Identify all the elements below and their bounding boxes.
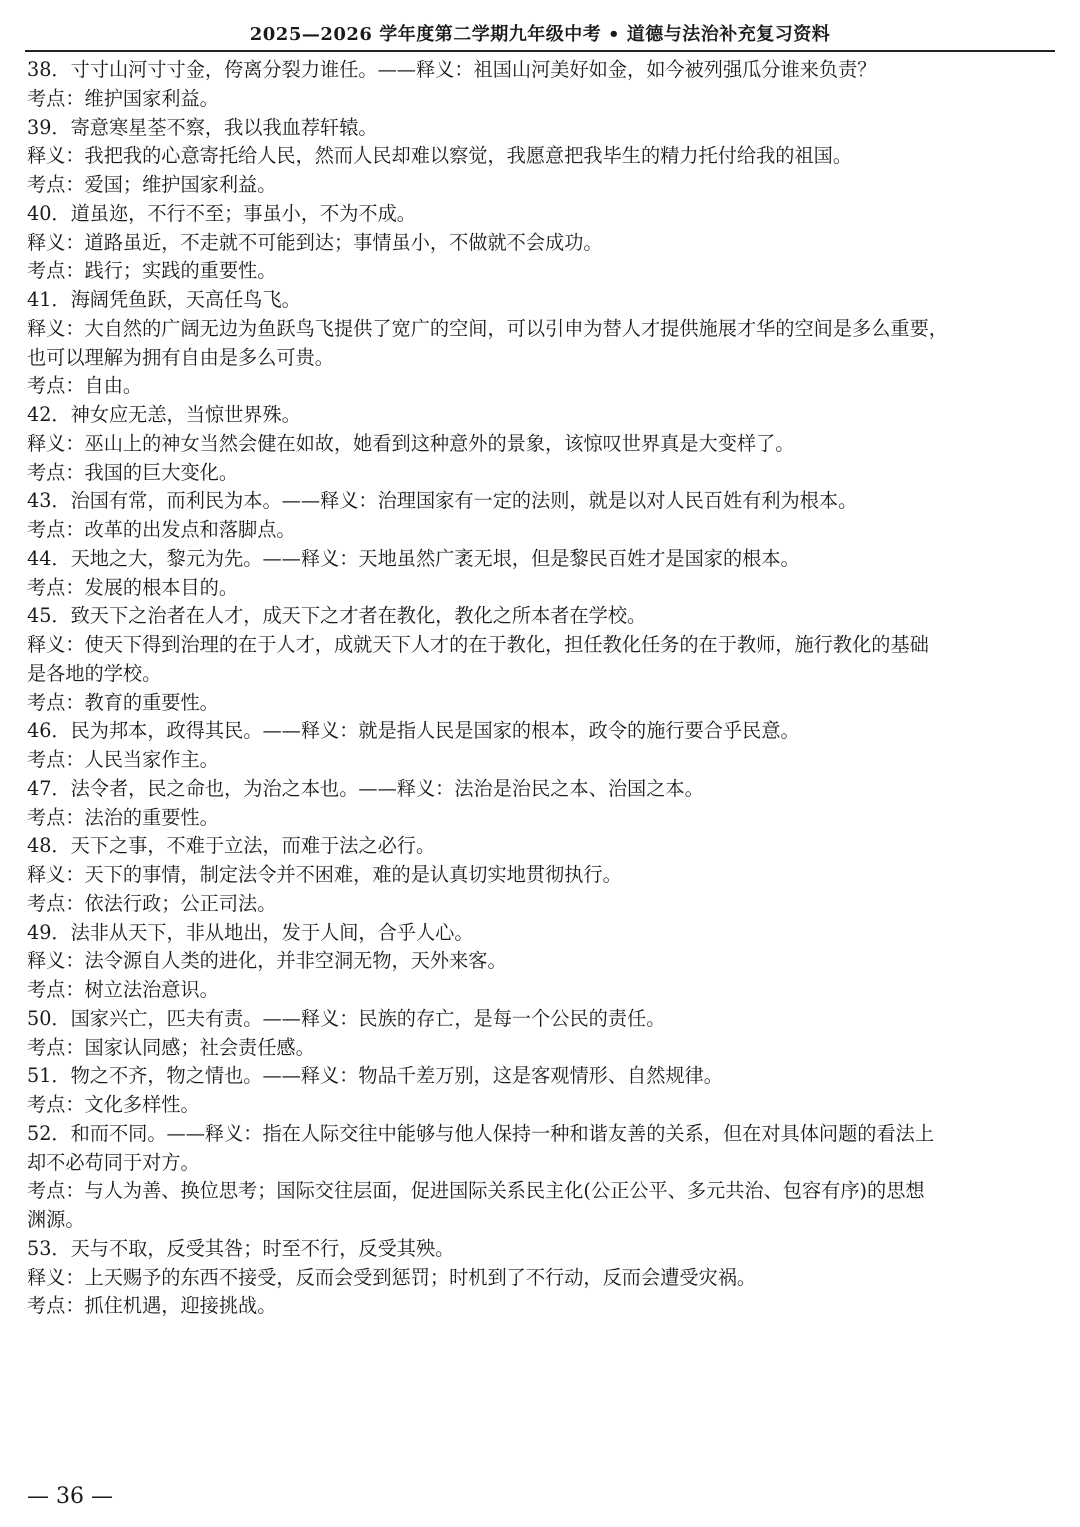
text-line: 考点：教育的重要性。 xyxy=(27,690,219,714)
text-line: 考点：践行；实践的重要性。 xyxy=(27,259,277,283)
text-line: 44．天地之大，黎元为先。——释义：天地虽然广袤无垠，但是黎民百姓才是国家的根本。 xyxy=(27,546,800,570)
text-line: 考点：抓住机遇，迎接挑战。 xyxy=(27,1294,277,1318)
text-line: 释义：使天下得到治理的在于人才，成就天下人才的在于教化，担任教化任务的在于教师，施行教化的基础 xyxy=(27,633,929,656)
text-line: 考点：我国的巨大变化。 xyxy=(27,460,239,484)
text-line: 考点：自由。 xyxy=(27,374,143,398)
text-line: 38．寸寸山河寸寸金，侉离分裂力谁任。——释义：祖国山河美好如金，如今被列强瓜分谁来负责？ xyxy=(27,58,877,81)
text-line: 53．天与不取，反受其咎；时至不行，反受其殃。 xyxy=(27,1236,455,1260)
text-line: 50．国家兴亡，匹夫有责。——释义：民族的存亡，是每一个公民的责任。 xyxy=(27,1006,666,1030)
text-line: 考点：人民当家作主。 xyxy=(27,748,219,771)
text-line: 释义：我把我的心意寄托给人民，然而人民却难以察觉，我愿意把我毕生的精力托付给我的祖国。 xyxy=(27,144,853,168)
text-line: 释义：法令源自人类的进化，并非空洞无物，天外来客。 xyxy=(27,949,507,973)
page-header-title: 2025—2026 学年度第二学期九年级中考 • 道德与法治补充复习资料 xyxy=(249,24,831,45)
text-line: 49．法非从天下，非从地出，发于人间，合乎人心。 xyxy=(27,920,474,944)
page-number: — 36 — xyxy=(27,1484,113,1509)
text-line: 也可以理解为拥有自由是多么可贵。 xyxy=(27,345,334,369)
text-line: 51．物之不齐，物之情也。——释义：物品千差万别，这是客观情形、自然规律。 xyxy=(27,1064,723,1088)
text-line: 42．神女应无恙，当惊世界殊。 xyxy=(27,403,301,426)
text-line: 释义：道路虽近，不走就不可能到达；事情虽小，不做就不会成功。 xyxy=(27,230,603,254)
text-line: 考点：法治的重要性。 xyxy=(27,805,219,829)
text-line: 46．民为邦本，政得其民。——释义：就是指人民是国家的根本，政令的施行要合乎民意。 xyxy=(27,719,800,743)
text-line: 是各地的学校。 xyxy=(27,661,162,685)
text-line: 释义：天下的事情，制定法令并不困难，难的是认真切实地贯彻执行。 xyxy=(27,863,622,886)
text-line: 43．治国有常，而利民为本。——释义：治理国家有一定的法则，就是以对人民百姓有利为根本。 xyxy=(27,489,858,513)
text-line: 45．致天下之治者在人才，成天下之才者在教化，教化之所本者在学校。 xyxy=(27,604,647,628)
text-line: 考点：树立法治意识。 xyxy=(27,978,219,1001)
text-line: 考点：发展的根本目的。 xyxy=(27,575,239,599)
text-line: 释义：巫山上的神女当然会健在如故，她看到这种意外的景象，该惊叹世界真是大变样了。 xyxy=(27,431,795,455)
text-line: 52．和而不同。——释义：指在人际交往中能够与他人保持一种和谐友善的关系，但在对具体问题的看法上 xyxy=(27,1121,935,1145)
text-line: 47．法令者，民之命也，为治之本也。——释义：法治是治民之本、治国之本。 xyxy=(27,776,704,800)
text-line: 41．海阔凭鱼跃，天高任鸟飞。 xyxy=(27,288,301,311)
text-line: 48．天下之事，不难于立法，而难于法之必行。 xyxy=(27,834,436,858)
text-line: 考点：文化多样性。 xyxy=(27,1093,200,1116)
text-line: 考点：爱国；维护国家利益。 xyxy=(27,173,277,196)
text-line: 40．道虽迩，不行不至；事虽小，不为不成。 xyxy=(27,201,416,225)
content-body xyxy=(27,56,1057,1321)
text-line: 渊源。 xyxy=(27,1208,85,1231)
text-line: 释义：大自然的广阔无边为鱼跃鸟飞提供了宽广的空间，可以引申为替人才提供施展才华的空间是多么重要， xyxy=(27,316,948,340)
text-line: 考点：改革的出发点和落脚点。 xyxy=(27,518,296,541)
text-line: 考点：国家认同感；社会责任感。 xyxy=(27,1035,315,1059)
header-divider xyxy=(25,50,1055,52)
text-line: 39．寄意寒星荃不察，我以我血荐轩辕。 xyxy=(27,115,378,139)
text-line: 却不必苟同于对方。 xyxy=(27,1150,200,1174)
text-line: 考点：与人为善、换位思考；国际交往层面，促进国际关系民主化(公正公平、多元共治、包容有序)的思想 xyxy=(27,1179,925,1203)
text-line: 释义：上天赐予的东西不接受，反而会受到惩罚；时机到了不行动，反而会遭受灾祸。 xyxy=(27,1265,757,1289)
text-line: 考点：维护国家利益。 xyxy=(27,86,219,110)
text-line: 考点：依法行政；公正司法。 xyxy=(27,891,277,915)
